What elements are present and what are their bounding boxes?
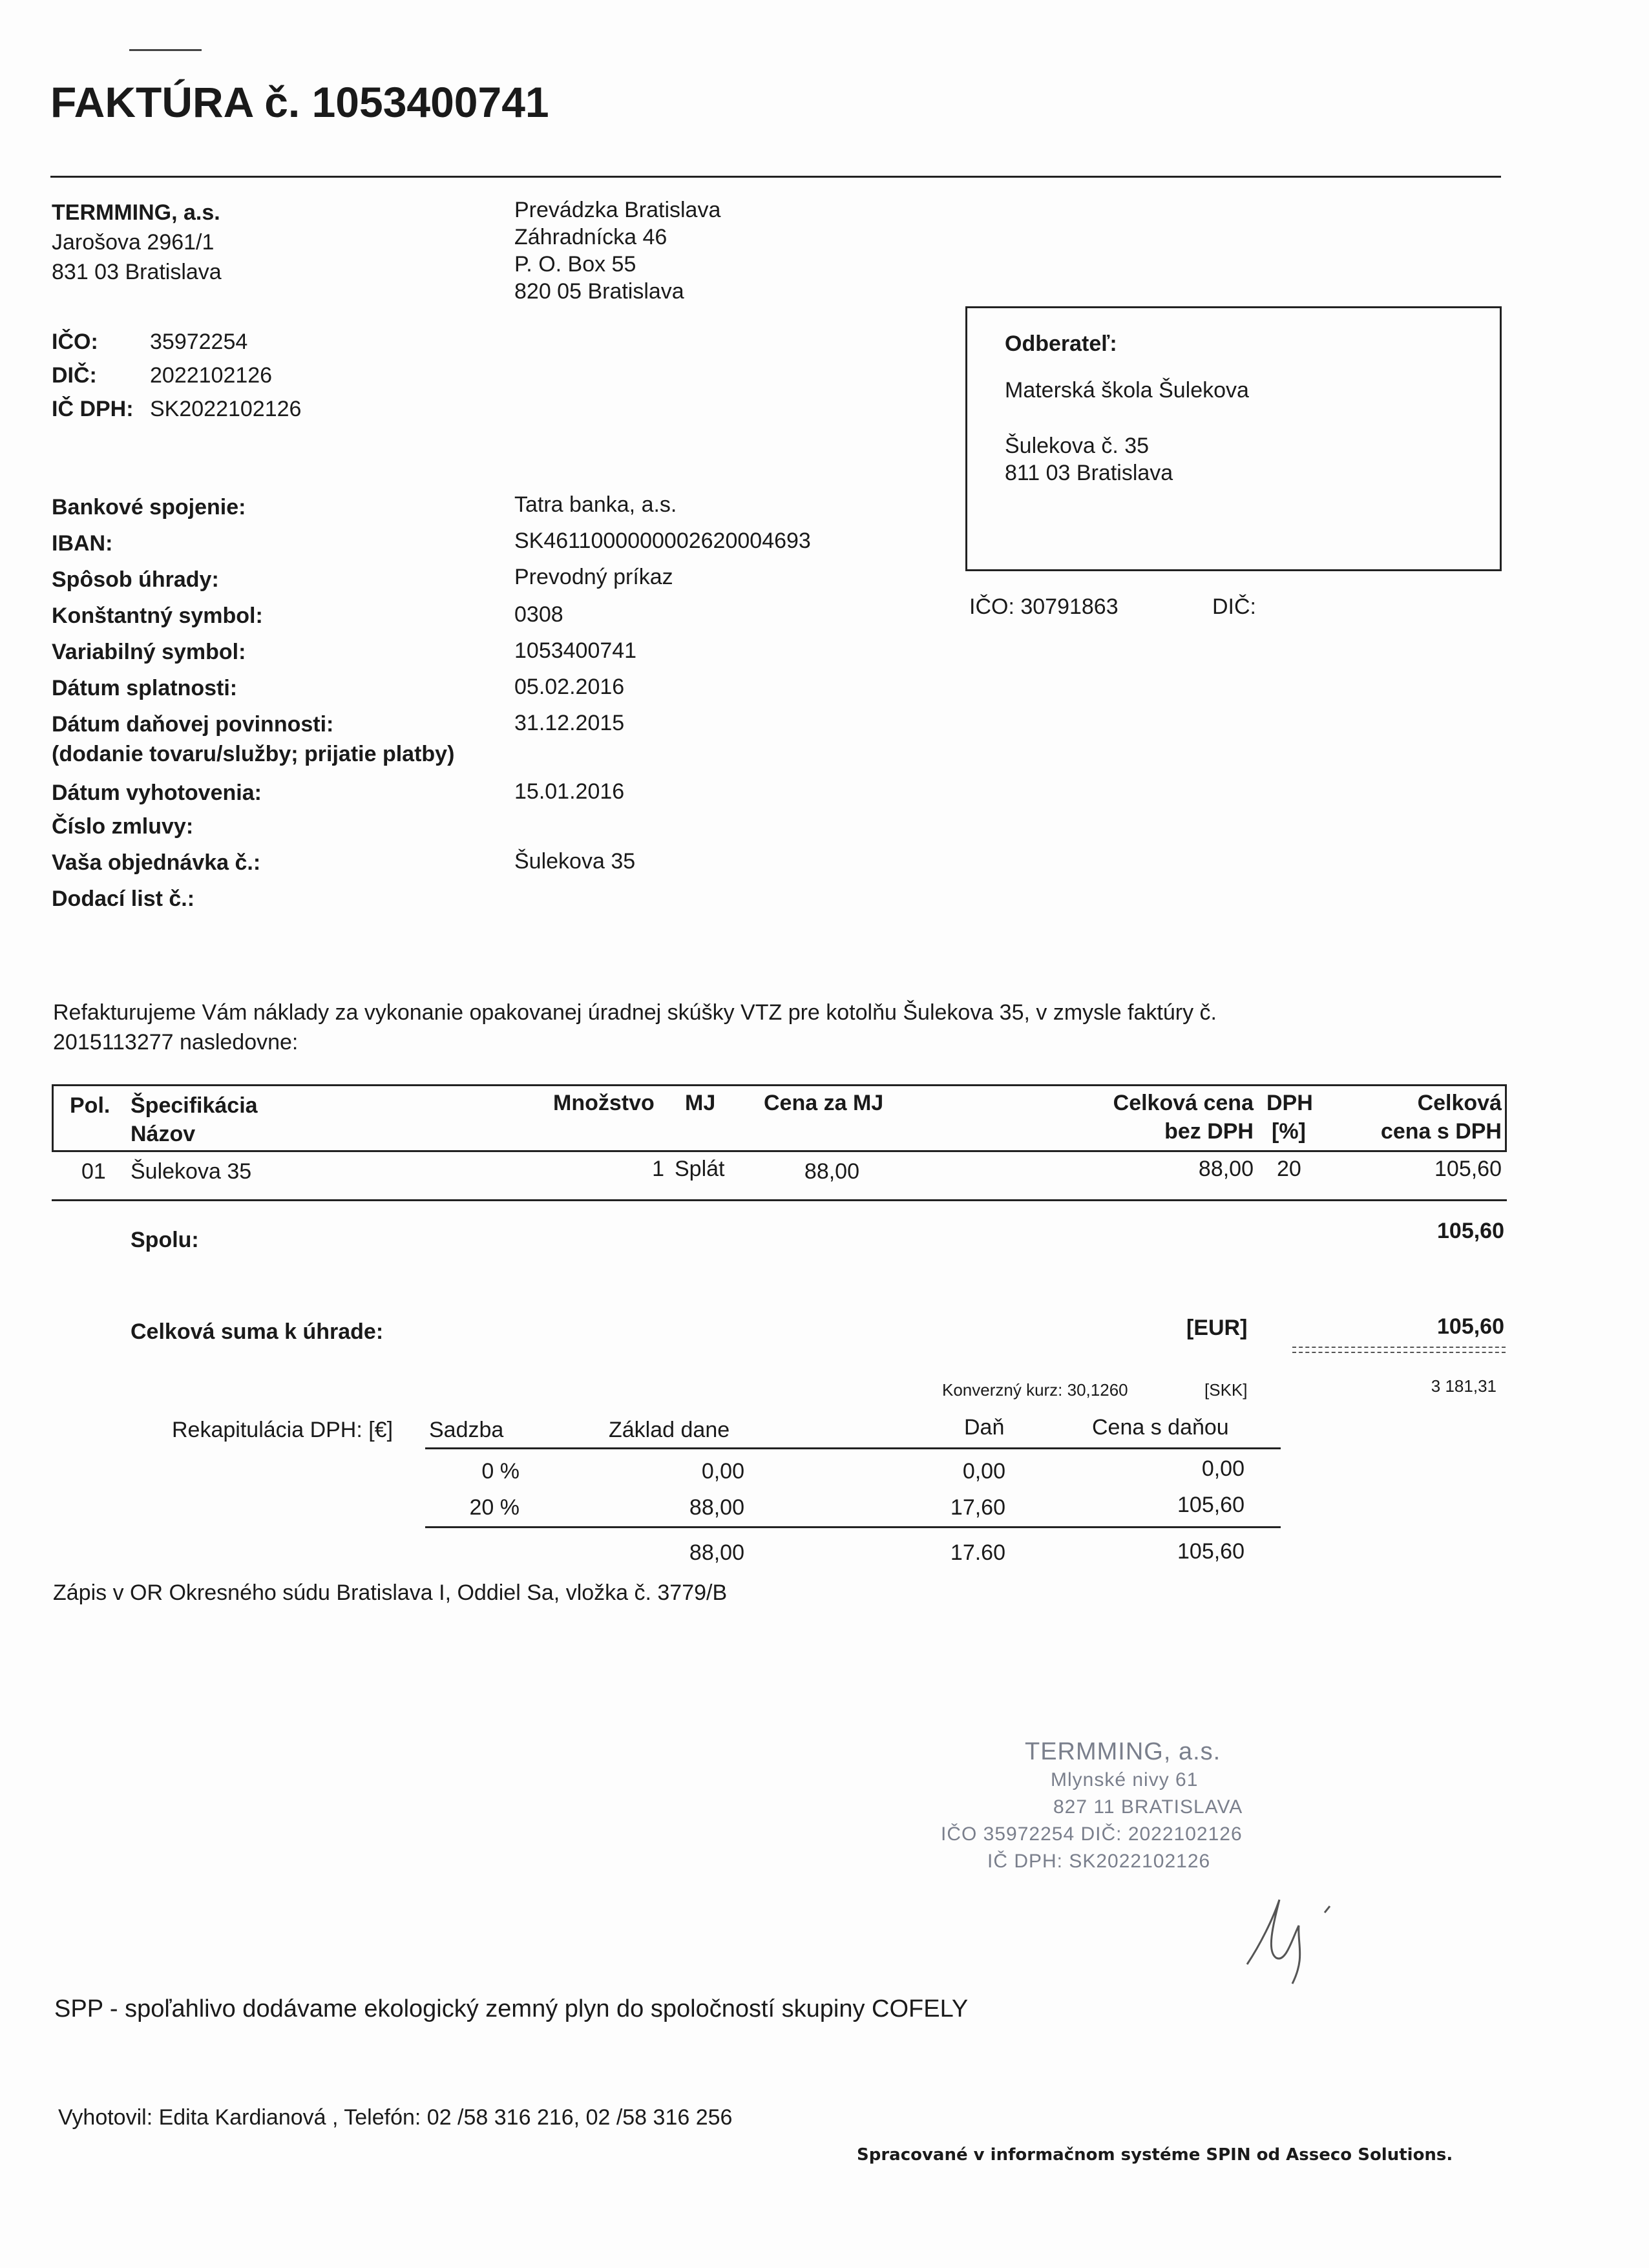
registry-note: Zápis v OR Okresného súdu Bratislava I, Oddiel Sa, vložka č. 3779/B	[53, 1580, 728, 1605]
row-mj: Splát	[675, 1157, 725, 1181]
vat-total: 0,00	[1201, 1456, 1245, 1481]
vat-base: 0,00	[701, 1459, 744, 1484]
delivery-label: Dodací list č.:	[52, 887, 195, 911]
order-value: Šulekova 35	[514, 849, 636, 874]
invoice-title: FAKTÚRA č. 1053400741	[50, 78, 549, 126]
customer-heading: Odberateľ:	[1005, 331, 1117, 356]
vat-sum-tax: 17.60	[950, 1540, 1005, 1565]
sum-label: Celková suma k úhrade:	[131, 1319, 384, 1344]
ico-label: IČO:	[52, 330, 98, 354]
iban-value: SK4611000000002620004693	[514, 529, 811, 553]
supplier-street: Jarošova 2961/1	[52, 230, 215, 255]
vat-sum-rule	[425, 1526, 1281, 1528]
row-name: Šulekova 35	[131, 1159, 252, 1184]
stamp-line2: Mlynské nivy 61	[1051, 1769, 1199, 1790]
intro-line1: Refakturujeme Vám náklady za vykonanie opakovanej úradnej skúšky VTZ pre kotolňu Šulekova 35, v zmysle faktúry č.	[53, 1000, 1217, 1025]
table-top-rule	[52, 1084, 1507, 1086]
signature-mark	[1228, 1887, 1344, 1990]
prepared-by: Vyhotovil: Edita Kardianová , Telefón: 02 /58 316 216, 02 /58 316 256	[58, 2105, 733, 2130]
ks-value: 0308	[514, 602, 563, 627]
stamp-line1: TERMMING, a.s.	[1025, 1738, 1221, 1765]
branch-line2: Záhradnícka 46	[514, 225, 667, 249]
col-total: Celková cena	[1113, 1091, 1254, 1115]
iban-label: IBAN:	[52, 531, 113, 556]
vat-tax: 17,60	[950, 1495, 1005, 1520]
col-dph-sub: [%]	[1272, 1119, 1306, 1144]
vat-sum-base: 88,00	[689, 1540, 744, 1565]
vat-header-rule	[425, 1447, 1281, 1449]
conversion-label: Konverzný kurz: 30,1260	[942, 1380, 1128, 1400]
customer-ico: IČO: 30791863	[969, 594, 1119, 619]
vat-h-base: Základ dane	[609, 1418, 730, 1442]
row-total: 88,00	[1198, 1157, 1254, 1181]
slogan: SPP - spoľahlivo dodávame ekologický zemný plyn do spoločností skupiny COFELY	[54, 1995, 969, 2022]
due-value: 05.02.2016	[514, 675, 625, 699]
vs-value: 1053400741	[514, 638, 637, 663]
vs-label: Variabilný symbol:	[52, 640, 246, 664]
vat-sum-total: 105,60	[1177, 1539, 1245, 1564]
vat-label: Rekapitulácia DPH: [€]	[172, 1418, 394, 1442]
title-rule	[50, 176, 1501, 178]
vat-h-tax: Daň	[964, 1415, 1005, 1440]
issued-value: 15.01.2016	[514, 779, 625, 804]
branch-line4: 820 05 Bratislava	[514, 279, 684, 304]
row-qty: 1	[652, 1157, 664, 1181]
spolu-label: Spolu:	[131, 1228, 199, 1252]
method-value: Prevodný príkaz	[514, 565, 673, 589]
sum-double-underline	[1292, 1347, 1506, 1353]
vat-h-total: Cena s daňou	[1092, 1415, 1229, 1440]
ks-label: Konštantný symbol:	[52, 604, 263, 628]
top-mark	[129, 49, 202, 51]
row-price: 88,00	[804, 1159, 859, 1184]
sum-value: 105,60	[1437, 1314, 1504, 1339]
stamp-line3: 827 11 BRATISLAVA	[1053, 1796, 1243, 1818]
stamp-line4: IČO 35972254 DIČ: 2022102126	[941, 1823, 1243, 1845]
ico-value: 35972254	[150, 330, 248, 354]
col-pol: Pol.	[70, 1093, 110, 1118]
due-label: Dátum splatnosti:	[52, 676, 238, 700]
branch-line3: P. O. Box 55	[514, 252, 636, 277]
system-note: Spracované v informačnom systéme SPIN od Asseco Solutions.	[857, 2145, 1453, 2165]
icdph-value: SK2022102126	[150, 397, 302, 421]
supplier-name: TERMMING, a.s.	[52, 200, 220, 225]
conversion-value: 3 181,31	[1431, 1376, 1497, 1396]
customer-name: Materská škola Šulekova	[1005, 378, 1249, 403]
vat-base: 88,00	[689, 1495, 744, 1520]
col-spec: Špecifikácia	[131, 1093, 258, 1118]
sum-currency: [EUR]	[1186, 1316, 1248, 1340]
col-gross: Celková	[1417, 1091, 1502, 1115]
conversion-currency: [SKK]	[1204, 1380, 1248, 1400]
customer-dic: DIČ:	[1212, 594, 1256, 619]
spolu-value: 105,60	[1437, 1219, 1504, 1243]
branch-line1: Prevádzka Bratislava	[514, 198, 721, 222]
col-dph: DPH	[1266, 1091, 1313, 1115]
dic-label: DIČ:	[52, 363, 97, 388]
stamp-line5: IČ DPH: SK2022102126	[987, 1851, 1211, 1872]
dic-value: 2022102126	[150, 363, 273, 388]
col-price: Cena za MJ	[764, 1091, 884, 1115]
col-mj: MJ	[685, 1091, 716, 1115]
col-qty: Množstvo	[553, 1091, 655, 1115]
vat-tax: 0,00	[962, 1459, 1005, 1484]
table-bottom-rule	[52, 1199, 1507, 1201]
row-pol: 01	[81, 1159, 106, 1184]
issued-label: Dátum vyhotovenia:	[52, 781, 262, 805]
customer-city: 811 03 Bratislava	[1005, 461, 1173, 485]
vat-rate: 20 %	[469, 1495, 520, 1520]
col-gross-sub: cena s DPH	[1380, 1119, 1502, 1144]
table-right-rule	[1505, 1084, 1507, 1151]
vat-h-rate: Sadzba	[429, 1418, 504, 1442]
tax-date-note: (dodanie tovaru/služby; prijatie platby)	[52, 742, 455, 766]
icdph-label: IČ DPH:	[52, 397, 134, 421]
supplier-city: 831 03 Bratislava	[52, 260, 222, 284]
customer-box	[965, 306, 1502, 571]
tax-date-value: 31.12.2015	[514, 711, 625, 735]
intro-line2: 2015113277 nasledovne:	[53, 1030, 299, 1055]
row-dph: 20	[1277, 1157, 1301, 1181]
customer-street: Šulekova č. 35	[1005, 434, 1150, 458]
table-left-rule	[52, 1084, 54, 1151]
row-gross: 105,60	[1434, 1157, 1502, 1181]
bank-label: Bankové spojenie:	[52, 495, 246, 520]
col-nazov: Názov	[131, 1122, 196, 1146]
contract-label: Číslo zmluvy:	[52, 814, 194, 839]
order-label: Vaša objednávka č.:	[52, 850, 261, 875]
vat-total: 105,60	[1177, 1493, 1245, 1517]
tax-date-label: Dátum daňovej povinnosti:	[52, 712, 334, 737]
col-total-sub: bez DPH	[1164, 1119, 1254, 1144]
vat-rate: 0 %	[481, 1459, 520, 1484]
method-label: Spôsob úhrady:	[52, 567, 219, 592]
table-header-rule	[52, 1150, 1507, 1152]
bank-value: Tatra banka, a.s.	[514, 492, 677, 517]
